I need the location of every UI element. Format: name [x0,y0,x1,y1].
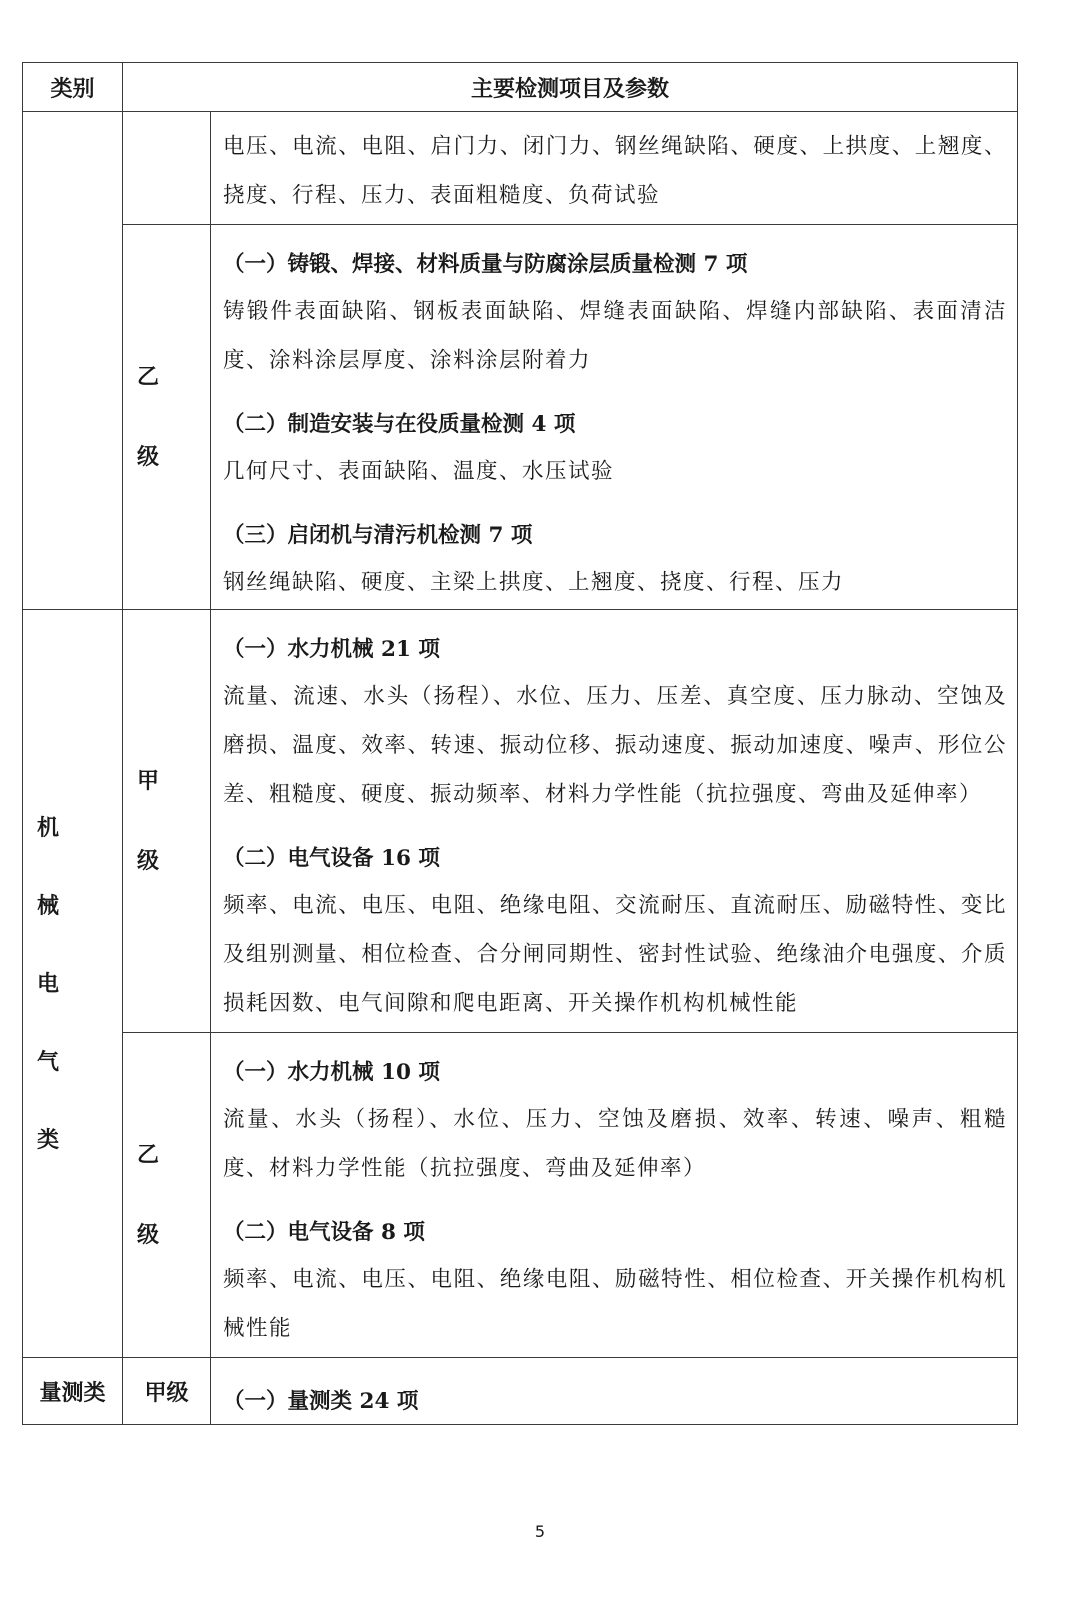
items-text: 几何尺寸、表面缺陷、温度、水压试验 [223,459,615,484]
section-title: （二）电气设备 8 项 [223,1220,425,1245]
category-cell [23,610,123,1358]
page-number: 5 [534,1522,546,1541]
items-text: 频率、电流、电压、电阻、绝缘电阻、励磁特性、相位检查、开关操作机构机械性能 [223,1267,1007,1341]
level-cell [123,610,211,1033]
header-items: 主要检测项目及参数 [123,63,1018,112]
level-cell: 甲级 [123,1358,211,1425]
table-row [23,112,1018,225]
level-cell [123,225,211,610]
items-text: 铸锻件表面缺陷、钢板表面缺陷、焊缝表面缺陷、焊缝内部缺陷、表面清洁度、涂料涂层厚度、涂料涂层附着力 [223,299,1007,373]
table-row [23,225,1018,610]
section-title: （二）电气设备 16 项 [223,846,440,871]
level-label: 乙 级 [137,1142,160,1248]
items-text: 钢丝绳缺陷、硬度、主梁上拱度、上翘度、挠度、行程、压力 [223,570,845,595]
category-label: 机 械 电 气 类 [37,814,60,1153]
header-category: 类别 [23,63,123,112]
items-text: 流量、水头（扬程）、水位、压力、空蚀及磨损、效率、转速、噪声、粗糙度、材料力学性能（抗拉强度、弯曲及延伸率） [223,1107,1007,1181]
level-label: 乙 级 [137,364,160,470]
items-cell [211,610,1018,1033]
items-cell [211,112,1018,225]
items-cell [211,1358,1018,1425]
section-title: （一）量测类 24 项 [223,1389,419,1414]
section-title: （三）启闭机与清污机检测 7 项 [223,523,533,548]
items-text: 频率、电流、电压、电阻、绝缘电阻、交流耐压、直流耐压、励磁特性、变比及组别测量、相位检查、合分闸同期性、密封性试验、绝缘油介电强度、介质损耗因数、电气间隙和爬电距离、开关操作机构机械性能 [223,893,1007,1016]
category-cell-continued [23,112,123,610]
level-label: 甲 级 [137,768,160,874]
items-text: 电压、电流、电阻、启门力、闭门力、钢丝绳缺陷、硬度、上拱度、上翘度、挠度、行程、压力、表面粗糙度、负荷试验 [223,134,1007,208]
category-cell: 量测类 [23,1358,123,1425]
table-header-row [23,63,1018,112]
items-text: 流量、流速、水头（扬程）、水位、压力、压差、真空度、压力脉动、空蚀及磨损、温度、效率、转速、振动位移、振动速度、振动加速度、噪声、形位公差、粗糙度、硬度、振动频率、材料力学性能（抗拉强度、弯曲及延伸率） [223,684,1007,807]
level-cell-continued [123,112,211,225]
section-title: （一）水力机械 21 项 [223,637,440,662]
table-row [23,610,1018,1033]
items-cell [211,225,1018,610]
level-cell [123,1033,211,1358]
inspection-items-table [22,62,1018,1425]
section-title: （一）铸锻、焊接、材料质量与防腐涂层质量检测 7 项 [223,252,748,277]
table-row [23,1033,1018,1358]
table-row [23,1358,1018,1425]
items-cell [211,1033,1018,1358]
section-title: （一）水力机械 10 项 [223,1060,440,1085]
section-title: （二）制造安装与在役质量检测 4 项 [223,412,576,437]
